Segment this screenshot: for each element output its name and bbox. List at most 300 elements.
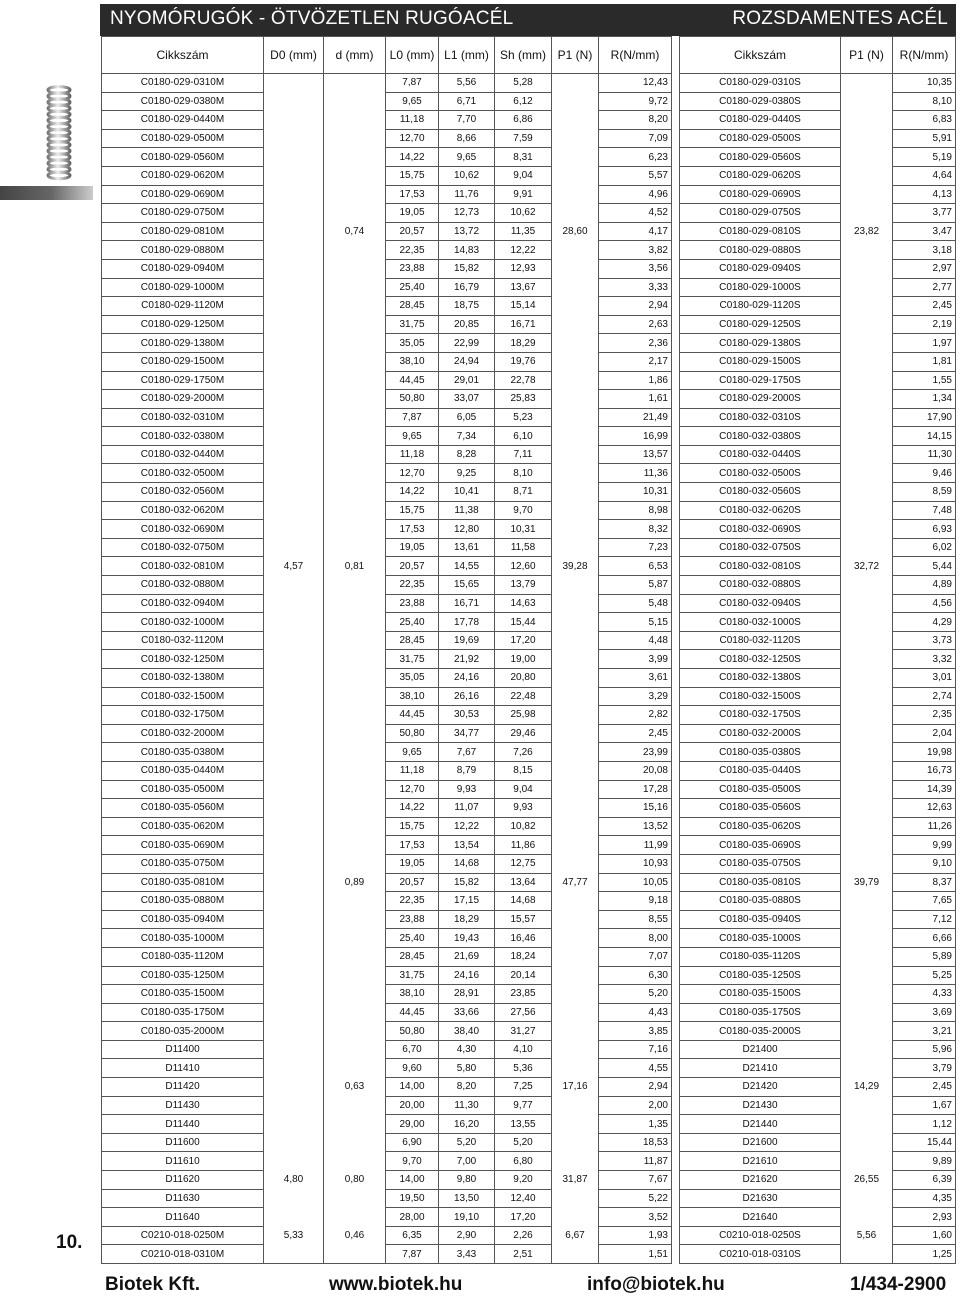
outer-diameter bbox=[264, 1078, 324, 1097]
free-length: 44,45 bbox=[386, 1003, 439, 1022]
stainless-spring-rate: 3,79 bbox=[893, 1059, 956, 1078]
free-length: 14,00 bbox=[386, 1171, 439, 1190]
part-number: C0180-029-2000M bbox=[102, 390, 264, 409]
stainless-spring-rate: 5,91 bbox=[893, 129, 956, 148]
table-row bbox=[680, 1189, 956, 1208]
table-row bbox=[102, 166, 672, 185]
free-length: 12,70 bbox=[386, 129, 439, 148]
stainless-part-number: C0180-029-0940S bbox=[680, 259, 841, 278]
stainless-load bbox=[841, 761, 893, 780]
table-row bbox=[102, 74, 672, 93]
table-row bbox=[680, 501, 956, 520]
free-length: 14,22 bbox=[386, 799, 439, 818]
wire-diameter: 0,80 bbox=[324, 1171, 386, 1190]
solid-height: 6,80 bbox=[495, 1152, 552, 1171]
part-number: C0180-035-0880M bbox=[102, 892, 264, 911]
spring-rate: 1,86 bbox=[599, 371, 672, 390]
stainless-spring-rate: 4,35 bbox=[893, 1189, 956, 1208]
solid-height: 12,93 bbox=[495, 259, 552, 278]
spring-rate: 5,20 bbox=[599, 985, 672, 1004]
part-number: C0180-035-0940M bbox=[102, 910, 264, 929]
load bbox=[552, 743, 599, 762]
part-number: C0180-032-0940M bbox=[102, 594, 264, 613]
outer-diameter bbox=[264, 985, 324, 1004]
table-row bbox=[680, 1059, 956, 1078]
table-row bbox=[102, 222, 672, 241]
table-row bbox=[680, 947, 956, 966]
solid-height: 12,60 bbox=[495, 557, 552, 576]
stainless-load bbox=[841, 538, 893, 557]
stainless-part-number: C0180-032-0380S bbox=[680, 427, 841, 446]
loaded-length: 2,90 bbox=[439, 1226, 495, 1245]
load bbox=[552, 390, 599, 409]
loaded-length: 8,79 bbox=[439, 761, 495, 780]
load bbox=[552, 297, 599, 316]
solid-height: 4,10 bbox=[495, 1040, 552, 1059]
load bbox=[552, 1040, 599, 1059]
solid-height: 5,36 bbox=[495, 1059, 552, 1078]
table-row bbox=[680, 1208, 956, 1227]
table-row bbox=[102, 129, 672, 148]
column-header: Cikkszám bbox=[680, 37, 841, 74]
free-length: 6,90 bbox=[386, 1133, 439, 1152]
table-row bbox=[680, 650, 956, 669]
loaded-length: 11,07 bbox=[439, 799, 495, 818]
loaded-length: 11,38 bbox=[439, 501, 495, 520]
stainless-load bbox=[841, 687, 893, 706]
solid-height: 31,27 bbox=[495, 1022, 552, 1041]
table-row bbox=[680, 799, 956, 818]
stainless-spring-rate: 4,13 bbox=[893, 185, 956, 204]
stainless-load bbox=[841, 204, 893, 223]
spring-rate: 1,51 bbox=[599, 1245, 672, 1264]
outer-diameter bbox=[264, 854, 324, 873]
part-number: D11400 bbox=[102, 1040, 264, 1059]
loaded-length: 22,99 bbox=[439, 334, 495, 353]
side-marker bbox=[0, 186, 93, 200]
stainless-part-number: C0180-032-1500S bbox=[680, 687, 841, 706]
solid-height: 9,91 bbox=[495, 185, 552, 204]
stainless-part-number: C0180-032-2000S bbox=[680, 724, 841, 743]
part-number: C0180-029-0940M bbox=[102, 259, 264, 278]
stainless-spring-rate: 7,12 bbox=[893, 910, 956, 929]
solid-height: 11,58 bbox=[495, 538, 552, 557]
column-header: L1 (mm) bbox=[439, 37, 495, 74]
outer-diameter bbox=[264, 1245, 324, 1264]
wire-diameter bbox=[324, 910, 386, 929]
stainless-spring-rate: 6,66 bbox=[893, 929, 956, 948]
stainless-part-number: C0180-029-0440S bbox=[680, 111, 841, 130]
table-row bbox=[680, 780, 956, 799]
stainless-spring-rate: 9,89 bbox=[893, 1152, 956, 1171]
loaded-length: 21,69 bbox=[439, 947, 495, 966]
stainless-load bbox=[841, 613, 893, 632]
solid-height: 9,20 bbox=[495, 1171, 552, 1190]
table-row bbox=[102, 408, 672, 427]
outer-diameter bbox=[264, 315, 324, 334]
spring-rate: 7,07 bbox=[599, 947, 672, 966]
part-number: C0180-035-0750M bbox=[102, 854, 264, 873]
outer-diameter bbox=[264, 892, 324, 911]
table-row bbox=[680, 297, 956, 316]
loaded-length: 30,53 bbox=[439, 706, 495, 725]
wire-diameter bbox=[324, 445, 386, 464]
wire-diameter bbox=[324, 1245, 386, 1264]
solid-height: 13,64 bbox=[495, 873, 552, 892]
stainless-part-number: C0180-035-1000S bbox=[680, 929, 841, 948]
outer-diameter: 4,57 bbox=[264, 557, 324, 576]
outer-diameter bbox=[264, 631, 324, 650]
table-row bbox=[680, 148, 956, 167]
table-row bbox=[102, 501, 672, 520]
stainless-spring-rate: 2,35 bbox=[893, 706, 956, 725]
table-row bbox=[102, 1003, 672, 1022]
wire-diameter bbox=[324, 111, 386, 130]
free-length: 12,70 bbox=[386, 464, 439, 483]
loaded-length: 21,92 bbox=[439, 650, 495, 669]
outer-diameter bbox=[264, 873, 324, 892]
table-row bbox=[680, 594, 956, 613]
part-number: C0180-032-1380M bbox=[102, 669, 264, 688]
spring-rate: 4,96 bbox=[599, 185, 672, 204]
solid-height: 13,67 bbox=[495, 278, 552, 297]
part-number: C0180-035-0380M bbox=[102, 743, 264, 762]
stainless-spring-rate: 1,25 bbox=[893, 1245, 956, 1264]
free-length: 31,75 bbox=[386, 650, 439, 669]
stainless-part-number: C0180-032-0310S bbox=[680, 408, 841, 427]
part-number: C0180-029-0500M bbox=[102, 129, 264, 148]
table-row bbox=[102, 910, 672, 929]
part-number: C0180-029-0620M bbox=[102, 166, 264, 185]
free-length: 15,75 bbox=[386, 166, 439, 185]
outer-diameter bbox=[264, 297, 324, 316]
free-length: 22,35 bbox=[386, 576, 439, 595]
outer-diameter bbox=[264, 706, 324, 725]
solid-height: 27,56 bbox=[495, 1003, 552, 1022]
wire-diameter bbox=[324, 259, 386, 278]
outer-diameter: 5,33 bbox=[264, 1226, 324, 1245]
stainless-spring-rate: 2,74 bbox=[893, 687, 956, 706]
table-row bbox=[102, 687, 672, 706]
part-number: C0180-035-1750M bbox=[102, 1003, 264, 1022]
solid-height: 20,80 bbox=[495, 669, 552, 688]
table-row bbox=[680, 92, 956, 111]
table-row bbox=[102, 334, 672, 353]
outer-diameter bbox=[264, 74, 324, 93]
load bbox=[552, 1133, 599, 1152]
load bbox=[552, 910, 599, 929]
email-link[interactable]: info@biotek.hu bbox=[587, 1274, 725, 1295]
spring-rate: 2,17 bbox=[599, 352, 672, 371]
loaded-length: 19,69 bbox=[439, 631, 495, 650]
stainless-load bbox=[841, 743, 893, 762]
spring-rate: 23,99 bbox=[599, 743, 672, 762]
part-number: C0180-029-1750M bbox=[102, 371, 264, 390]
part-number: C0210-018-0250M bbox=[102, 1226, 264, 1245]
table-row bbox=[102, 1208, 672, 1227]
table-row bbox=[680, 538, 956, 557]
wire-diameter bbox=[324, 278, 386, 297]
part-number: C0180-029-0440M bbox=[102, 111, 264, 130]
wire-diameter bbox=[324, 799, 386, 818]
load bbox=[552, 669, 599, 688]
catalog-title: NYOMÓRUGÓK - ÖTVÖZETLEN RUGÓACÉL bbox=[110, 8, 514, 29]
solid-height: 25,83 bbox=[495, 390, 552, 409]
table-row bbox=[102, 1059, 672, 1078]
loaded-length: 9,80 bbox=[439, 1171, 495, 1190]
wire-diameter bbox=[324, 241, 386, 260]
wire-diameter bbox=[324, 576, 386, 595]
wire-diameter bbox=[324, 1189, 386, 1208]
stainless-part-number: C0180-035-0560S bbox=[680, 799, 841, 818]
stainless-spring-rate: 12,63 bbox=[893, 799, 956, 818]
stainless-spring-rate: 19,98 bbox=[893, 743, 956, 762]
part-number: C0180-029-0810M bbox=[102, 222, 264, 241]
stainless-load bbox=[841, 278, 893, 297]
stainless-load: 32,72 bbox=[841, 557, 893, 576]
stainless-spring-rate: 3,18 bbox=[893, 241, 956, 260]
table-row bbox=[680, 669, 956, 688]
table-row bbox=[680, 315, 956, 334]
wire-diameter bbox=[324, 724, 386, 743]
spring-rate: 4,43 bbox=[599, 1003, 672, 1022]
table-row bbox=[102, 929, 672, 948]
loaded-length: 33,66 bbox=[439, 1003, 495, 1022]
table-row bbox=[680, 222, 956, 241]
stainless-load bbox=[841, 631, 893, 650]
table-row bbox=[680, 352, 956, 371]
load bbox=[552, 483, 599, 502]
table-row bbox=[102, 594, 672, 613]
load bbox=[552, 724, 599, 743]
website-link[interactable]: www.biotek.hu bbox=[329, 1274, 463, 1295]
outer-diameter bbox=[264, 1022, 324, 1041]
load bbox=[552, 985, 599, 1004]
wire-diameter bbox=[324, 427, 386, 446]
table-row bbox=[680, 557, 956, 576]
solid-height: 15,44 bbox=[495, 613, 552, 632]
part-number: D11440 bbox=[102, 1115, 264, 1134]
stainless-load bbox=[841, 1208, 893, 1227]
stainless-part-number: C0180-032-0940S bbox=[680, 594, 841, 613]
wire-diameter bbox=[324, 780, 386, 799]
wire-diameter bbox=[324, 613, 386, 632]
part-number: C0180-035-0620M bbox=[102, 817, 264, 836]
spring-rate: 13,52 bbox=[599, 817, 672, 836]
stainless-part-number: D21630 bbox=[680, 1189, 841, 1208]
free-length: 7,87 bbox=[386, 74, 439, 93]
table-row bbox=[680, 687, 956, 706]
free-length: 19,05 bbox=[386, 538, 439, 557]
stainless-part-number: C0180-035-0380S bbox=[680, 743, 841, 762]
stainless-load bbox=[841, 185, 893, 204]
stainless-spring-rate: 6,02 bbox=[893, 538, 956, 557]
stainless-load bbox=[841, 74, 893, 93]
table-row bbox=[102, 427, 672, 446]
stainless-spring-rate: 9,99 bbox=[893, 836, 956, 855]
load: 47,77 bbox=[552, 873, 599, 892]
wire-diameter bbox=[324, 1152, 386, 1171]
solid-height: 17,20 bbox=[495, 631, 552, 650]
stainless-spring-rate: 5,96 bbox=[893, 1040, 956, 1059]
free-length: 38,10 bbox=[386, 985, 439, 1004]
spring-rate: 3,29 bbox=[599, 687, 672, 706]
stainless-load bbox=[841, 780, 893, 799]
spring-rate: 7,67 bbox=[599, 1171, 672, 1190]
load bbox=[552, 817, 599, 836]
carbon-steel-spring-table bbox=[101, 36, 672, 1264]
free-length: 9,65 bbox=[386, 427, 439, 446]
stainless-load: 23,82 bbox=[841, 222, 893, 241]
loaded-length: 15,82 bbox=[439, 873, 495, 892]
table-row bbox=[680, 185, 956, 204]
stainless-spring-rate: 5,25 bbox=[893, 966, 956, 985]
part-number: C0180-035-0690M bbox=[102, 836, 264, 855]
solid-height: 22,78 bbox=[495, 371, 552, 390]
loaded-length: 14,55 bbox=[439, 557, 495, 576]
stainless-load bbox=[841, 297, 893, 316]
solid-height: 5,20 bbox=[495, 1133, 552, 1152]
spring-rate: 2,94 bbox=[599, 1078, 672, 1097]
load bbox=[552, 464, 599, 483]
free-length: 25,40 bbox=[386, 278, 439, 297]
table-row bbox=[102, 1040, 672, 1059]
table-row bbox=[680, 1078, 956, 1097]
table-row bbox=[102, 390, 672, 409]
stainless-load bbox=[841, 334, 893, 353]
outer-diameter bbox=[264, 780, 324, 799]
stainless-spring-rate: 14,39 bbox=[893, 780, 956, 799]
spring-rate: 18,53 bbox=[599, 1133, 672, 1152]
load bbox=[552, 520, 599, 539]
stainless-spring-rate: 2,93 bbox=[893, 1208, 956, 1227]
spring-rate: 3,82 bbox=[599, 241, 672, 260]
stainless-part-number: D21600 bbox=[680, 1133, 841, 1152]
stainless-part-number: C0180-035-1750S bbox=[680, 1003, 841, 1022]
stainless-spring-rate: 11,30 bbox=[893, 445, 956, 464]
outer-diameter bbox=[264, 501, 324, 520]
loaded-length: 19,10 bbox=[439, 1208, 495, 1227]
table-row bbox=[680, 371, 956, 390]
table-row bbox=[680, 259, 956, 278]
loaded-length: 18,75 bbox=[439, 297, 495, 316]
spring-rate: 2,45 bbox=[599, 724, 672, 743]
table-row bbox=[680, 204, 956, 223]
company-name: Biotek Kft. bbox=[105, 1274, 200, 1295]
part-number: C0180-035-0810M bbox=[102, 873, 264, 892]
load bbox=[552, 1245, 599, 1264]
table-row bbox=[680, 74, 956, 93]
stainless-part-number: C0180-029-1750S bbox=[680, 371, 841, 390]
free-length: 11,18 bbox=[386, 761, 439, 780]
table-row bbox=[680, 1171, 956, 1190]
table-row bbox=[680, 929, 956, 948]
solid-height: 7,25 bbox=[495, 1078, 552, 1097]
spring-rate: 2,94 bbox=[599, 297, 672, 316]
load bbox=[552, 204, 599, 223]
load bbox=[552, 538, 599, 557]
loaded-length: 9,65 bbox=[439, 148, 495, 167]
stainless-load bbox=[841, 947, 893, 966]
solid-height: 22,48 bbox=[495, 687, 552, 706]
stainless-spring-rate: 5,44 bbox=[893, 557, 956, 576]
loaded-length: 13,54 bbox=[439, 836, 495, 855]
stainless-steel-spring-table bbox=[679, 36, 956, 1264]
table-row bbox=[102, 297, 672, 316]
part-number: C0180-032-0440M bbox=[102, 445, 264, 464]
stainless-part-number: C0180-032-0560S bbox=[680, 483, 841, 502]
stainless-load bbox=[841, 1040, 893, 1059]
stainless-load bbox=[841, 390, 893, 409]
stainless-load bbox=[841, 464, 893, 483]
spring-rate: 4,48 bbox=[599, 631, 672, 650]
table-row bbox=[102, 241, 672, 260]
loaded-length: 7,00 bbox=[439, 1152, 495, 1171]
wire-diameter bbox=[324, 1096, 386, 1115]
load: 39,28 bbox=[552, 557, 599, 576]
stainless-part-number: C0210-018-0310S bbox=[680, 1245, 841, 1264]
stainless-part-number: C0180-032-1380S bbox=[680, 669, 841, 688]
stainless-part-number: D21420 bbox=[680, 1078, 841, 1097]
stainless-part-number: C0180-029-0380S bbox=[680, 92, 841, 111]
stainless-part-number: C0180-032-0620S bbox=[680, 501, 841, 520]
solid-height: 23,85 bbox=[495, 985, 552, 1004]
table-row bbox=[680, 1096, 956, 1115]
spring-rate: 2,00 bbox=[599, 1096, 672, 1115]
outer-diameter bbox=[264, 204, 324, 223]
load bbox=[552, 1096, 599, 1115]
stainless-spring-rate: 8,59 bbox=[893, 483, 956, 502]
free-length: 28,00 bbox=[386, 1208, 439, 1227]
loaded-length: 11,30 bbox=[439, 1096, 495, 1115]
free-length: 44,45 bbox=[386, 706, 439, 725]
solid-height: 8,10 bbox=[495, 464, 552, 483]
wire-diameter bbox=[324, 817, 386, 836]
spring-rate: 7,23 bbox=[599, 538, 672, 557]
solid-height: 9,77 bbox=[495, 1096, 552, 1115]
table-row bbox=[102, 799, 672, 818]
stainless-part-number: C0180-032-1120S bbox=[680, 631, 841, 650]
spring-rate: 5,48 bbox=[599, 594, 672, 613]
part-number: C0180-029-1500M bbox=[102, 352, 264, 371]
solid-height: 25,98 bbox=[495, 706, 552, 725]
stainless-load bbox=[841, 241, 893, 260]
loaded-length: 4,30 bbox=[439, 1040, 495, 1059]
outer-diameter bbox=[264, 92, 324, 111]
part-number: D11640 bbox=[102, 1208, 264, 1227]
free-length: 6,35 bbox=[386, 1226, 439, 1245]
stainless-part-number: C0180-035-0750S bbox=[680, 854, 841, 873]
load bbox=[552, 1003, 599, 1022]
stainless-spring-rate: 4,29 bbox=[893, 613, 956, 632]
stainless-spring-rate: 4,56 bbox=[893, 594, 956, 613]
part-number: C0180-032-0310M bbox=[102, 408, 264, 427]
table-row bbox=[680, 445, 956, 464]
table-row bbox=[102, 947, 672, 966]
outer-diameter bbox=[264, 1189, 324, 1208]
stainless-spring-rate: 16,73 bbox=[893, 761, 956, 780]
outer-diameter bbox=[264, 445, 324, 464]
stainless-spring-rate: 5,89 bbox=[893, 947, 956, 966]
wire-diameter bbox=[324, 947, 386, 966]
stainless-load: 39,79 bbox=[841, 873, 893, 892]
solid-height: 5,28 bbox=[495, 74, 552, 93]
stainless-load bbox=[841, 1152, 893, 1171]
outer-diameter bbox=[264, 166, 324, 185]
outer-diameter bbox=[264, 613, 324, 632]
loaded-length: 20,85 bbox=[439, 315, 495, 334]
part-number: C0180-035-0440M bbox=[102, 761, 264, 780]
